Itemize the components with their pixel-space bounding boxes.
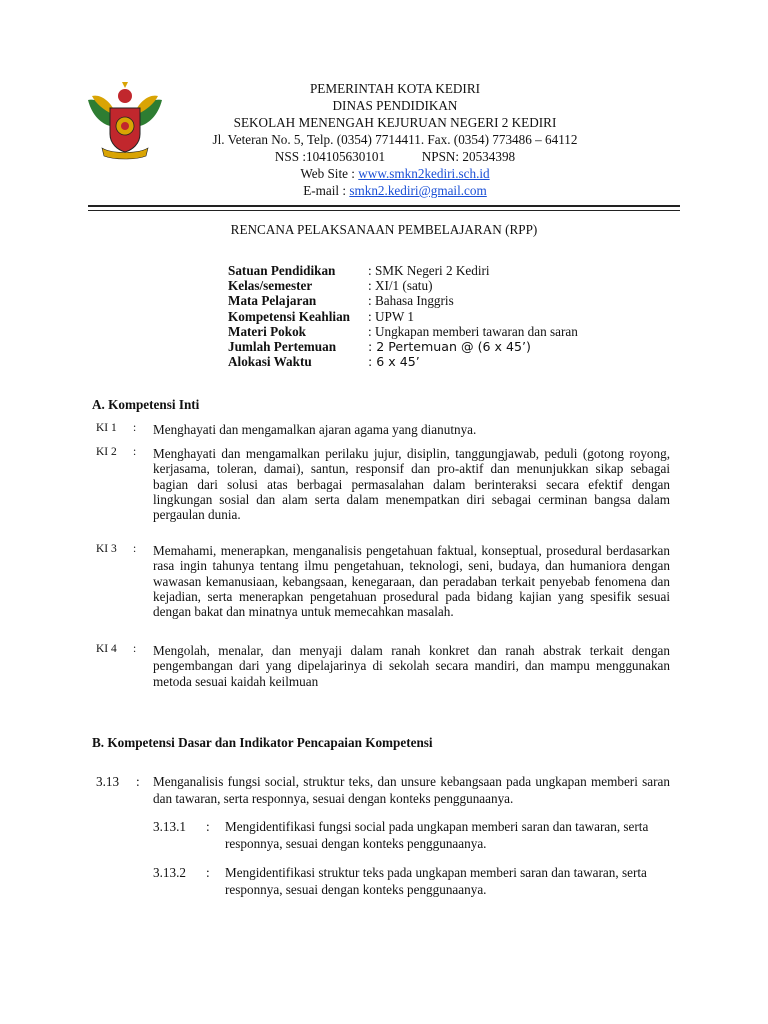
ki-text: Menghayati dan mengamalkan perilaku jujur, disiplin, tanggungjawab, peduli (gotong royong, kerjasama, toleran, damai), santun, responsif dan pro-aktif dan menunjukkan sikap sebagai bagian dari solusi atas berbagai permasalahan dalam berinteraksi secara efektif dengan lingkungan sosial dan alam serta dalam menempatkan diri sebagai cerminan bangsa dalam pergaulan dunia. [153,446,670,523]
website-link[interactable]: www.smkn2kediri.sch.id [358,166,490,181]
lesson-info-table [228,263,578,369]
ki-text: Menghayati dan mengamalkan ajaran agama yang dianutnya. [153,422,477,437]
info-key: Mata Pelajaran [228,293,317,309]
info-row [228,324,578,339]
letterhead-website [160,165,630,182]
info-key: Kelas/semester [228,278,313,294]
section-b-heading: B. Kompetensi Dasar dan Indikator Pencapaian Kompetensi [92,735,433,750]
ki-colon: : [133,643,137,655]
letterhead-line-2: DINAS PENDIDIKAN [332,98,458,113]
nss-number: NSS :104105630101 [274,149,386,164]
email-link[interactable]: smkn2.kediri@gmail.com [349,183,487,198]
letterhead-line-1: PEMERINTAH KOTA KEDIRI [309,81,481,96]
info-row [228,339,578,354]
ki-label: KI 1 [96,422,117,434]
ki-colon: : [133,422,137,434]
ki-label: KI 4 [96,643,117,655]
npsn-number: NPSN: 20534398 [421,149,516,164]
info-value: : UPW 1 [368,308,414,324]
section-a-heading: A. Kompetensi Inti [92,397,200,412]
letterhead-ids [160,148,630,165]
info-value: : 2 Pertemuan @ (6 x 45’) [368,339,531,355]
letterhead-school-name: SEKOLAH MENENGAH KEJURUAN NEGERI 2 KEDIRI [233,115,557,130]
letterhead-email [160,182,630,199]
indicator-number: 3.13.1 [153,819,186,834]
info-value: : SMK Negeri 2 Kediri [368,263,490,278]
ki-label: KI 2 [96,446,117,458]
info-key: Alokasi Waktu [228,354,312,370]
kd-colon: : [136,774,140,789]
info-key: Materi Pokok [228,323,307,339]
ki-text: Mengolah, menalar, dan menyaji dalam ranah konkret dan ranah abstrak terkait dengan pengembangan dari yang dipelajarinya di sekolah secara mandiri, dan mampu menggunakan metoda sesuai kaidah keilmuan [153,643,670,689]
info-value: : Bahasa Inggris [368,293,454,309]
info-key: Satuan Pendidikan [228,263,336,278]
ki-text: Memahami, menerapkan, menganalisis pengetahuan faktual, konseptual, prosedural berdasarkan rasa ingin tahunya tentang ilmu pengetahuan, teknologi, seni, budaya, dan humaniora dengan wawasan kemanusiaan, kebangsaan, kenegaraan, dan peradaban terkait penyebab fenomena dan kejadian, serta menerapkan pengetahuan prosedural pada bidang kajian yang spesifik sesuai dengan bakat dan minatnya untuk memecahkan masalah. [153,543,670,620]
website-label: Web Site : [300,166,359,181]
document-title: RENCANA PELAKSANAAN PEMBELAJARAN (RPP) [230,222,538,237]
info-row [228,354,578,369]
letterhead-divider-thin [88,210,680,211]
info-key: Kompetensi Keahlian [228,308,350,324]
kd-number: 3.13 [96,774,120,789]
indicator-text: Mengidentifikasi struktur teks pada ungkapan memberi saran dan tawaran, serta responnya, sesuai dengan konteks penggunaanya. [225,865,647,897]
ki-colon: : [133,446,137,458]
info-row [228,309,578,324]
info-row [228,278,578,293]
email-label: E-mail : [303,183,350,198]
kd-text: Menganalisis fungsi social, struktur teks, dan unsure kebangsaan pada ungkapan memberi saran dan tawaran, serta responnya, sesuai dengan konteks penggunaanya. [153,774,670,806]
info-value: : Ungkapan memberi tawaran dan saran [368,323,578,339]
garuda-emblem-icon [82,82,168,162]
letterhead-address: Jl. Veteran No. 5, Telp. (0354) 7714411. Fax. (0354) 773486 – 64112 [212,132,578,147]
info-row [228,263,578,278]
info-row [228,293,578,308]
indicator-colon: : [206,819,210,834]
indicator-number: 3.13.2 [153,865,186,880]
info-key: Jumlah Pertemuan [228,339,337,355]
indicator-colon: : [206,865,210,880]
letterhead-divider-thick [88,205,680,207]
indicator-text: Mengidentifikasi fungsi social pada ungkapan memberi saran dan tawaran, serta responnya, sesuai dengan konteks penggunaanya. [225,819,649,851]
info-value: : 6 x 45’ [368,354,420,370]
info-value: : XI/1 (satu) [368,278,433,294]
ki-label: KI 3 [96,543,117,555]
ki-colon: : [133,543,137,555]
